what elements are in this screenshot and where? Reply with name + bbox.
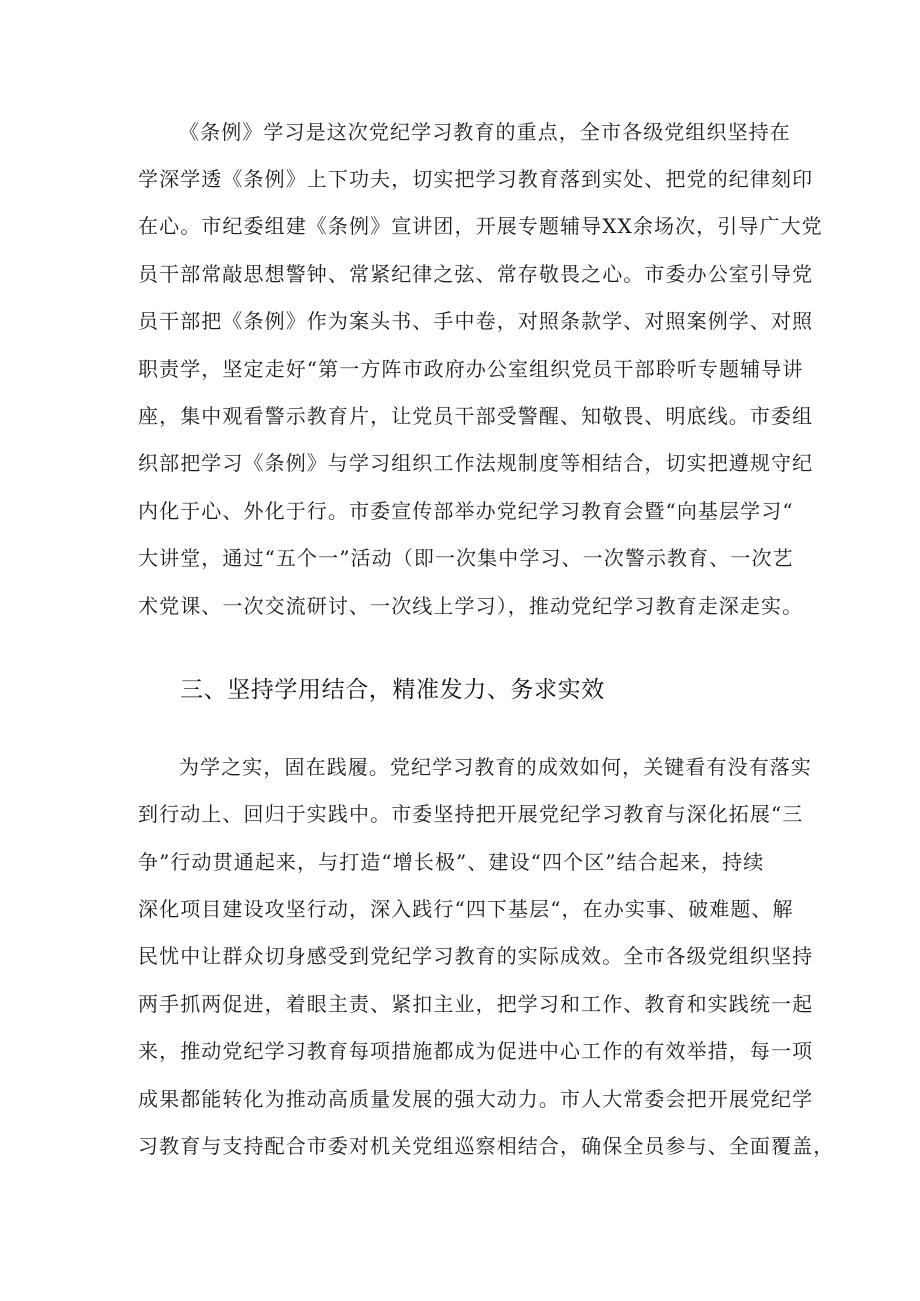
text-line: 民忧中让群众切身感受到党纪学习教育的实际成效。全市各级党组织坚持 bbox=[138, 944, 814, 968]
text-line: 为学之实，固在践履。党纪学习教育的成效如何，关键看有没有落实 bbox=[179, 755, 812, 779]
text-line: 争”行动贯通起来，与打造“增长极”、建设“四个区”结合起来，持续 bbox=[138, 850, 765, 874]
text-line: 学深学透《条例》上下功夫，切实把学习教育落到实处、把党的纪律刻印 bbox=[138, 167, 814, 191]
text-line: 在心。市纪委组建《条例》宣讲团，开展专题辅导XX余场次，引导广大党 bbox=[138, 214, 823, 238]
text-line: 习教育与支持配合市委对机关党组巡察相结合，确保全员参与、全面覆盖， bbox=[138, 1134, 835, 1158]
text-line: 成果都能转化为推动高质量发展的强大动力。市人大常委会把开展党纪学 bbox=[138, 1087, 814, 1111]
text-line: 两手抓两促进，着眼主责、紧扣主业，把学习和工作、教育和实践统一起 bbox=[138, 992, 814, 1016]
text-line: 员干部常敲思想警钟、常紧纪律之弦、常存敬畏之心。市委办公室引导党 bbox=[138, 262, 814, 286]
text-line: 《条例》学习是这次党纪学习教育的重点，全市各级党组织坚持在 bbox=[179, 120, 791, 144]
text-line: 座，集中观看警示教育片，让党员干部受警醒、知敬畏、明底线。市委组 bbox=[138, 404, 814, 428]
text-line: 织部把学习《条例》与学习组织工作法规制度等相结合，切实把遵规守纪 bbox=[138, 451, 814, 475]
text-line: 深化项目建设攻坚行动，深入践行“四下基层“，在办实事、破难题、解 bbox=[138, 897, 794, 921]
section-heading: 三、坚持学用结合，精准发力、务求实效 bbox=[180, 677, 605, 703]
text-line: 术党课、一次交流研讨、一次线上学习），推动党纪学习教育走深走实。 bbox=[138, 594, 804, 618]
text-line: 来，推动党纪学习教育每项措施都成为促进中心工作的有效举措，每一项 bbox=[138, 1039, 814, 1063]
text-line: 到行动上、回归于实践中。市委坚持把开展党纪学习教育与深化拓展“三 bbox=[138, 802, 804, 826]
text-line: 职责学，坚定走好“第一方阵市政府办公室组织党员干部聆听专题辅导讲 bbox=[138, 357, 804, 381]
text-line: 大讲堂，通过“五个一”活动（即一次集中学习、一次警示教育、一次艺 bbox=[138, 546, 794, 570]
text-line: 员干部把《条例》作为案头书、手中卷，对照条款学、对照案例学、对照 bbox=[138, 309, 814, 333]
text-line: 内化于心、外化于行。市委宣传部举办党纪学习教育会暨“向基层学习“ bbox=[138, 499, 794, 523]
